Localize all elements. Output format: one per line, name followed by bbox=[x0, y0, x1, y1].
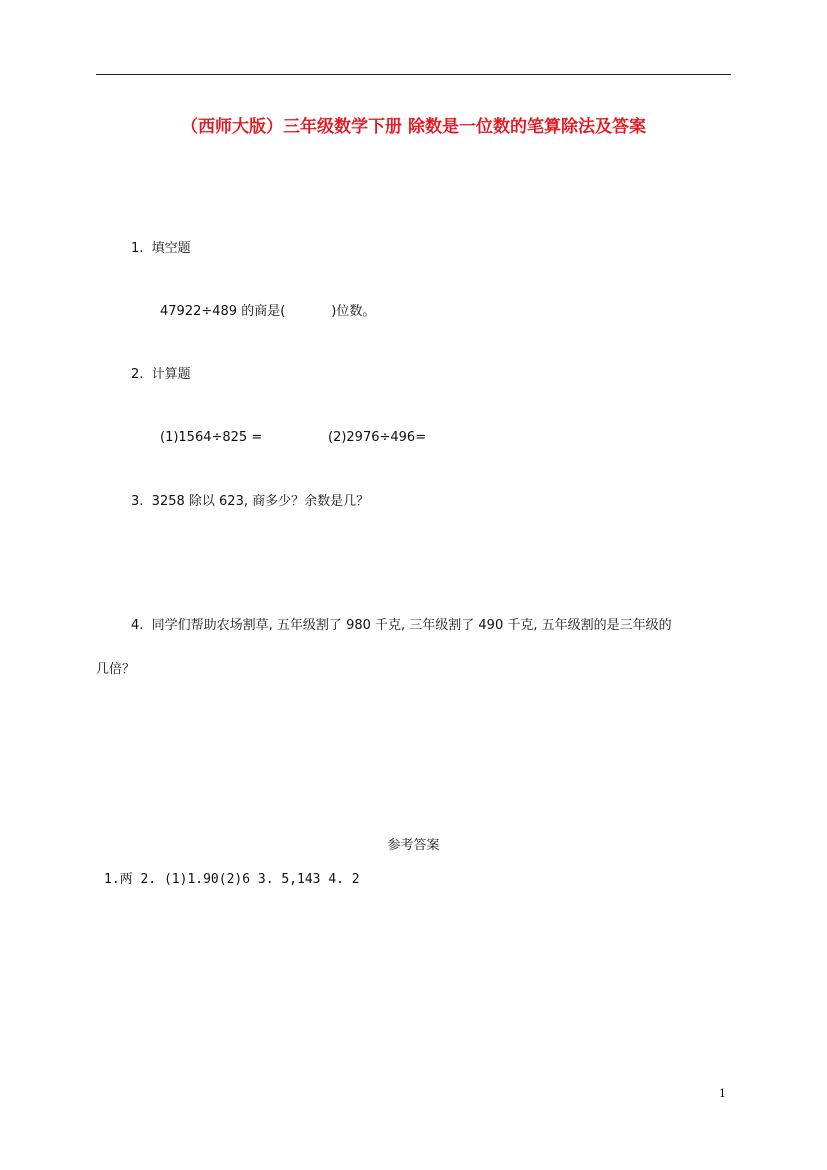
question-1-title: 填空题 bbox=[151, 241, 191, 256]
question-1-number: 1. bbox=[131, 241, 144, 256]
question-2-heading bbox=[131, 366, 191, 384]
answers-text: 1.两 2. (1)1.90(2)6 3. 5,143 4. 2 bbox=[104, 872, 360, 887]
question-1-body bbox=[160, 303, 375, 321]
question-2-title: 计算题 bbox=[151, 367, 191, 382]
question-1-text-after: )位数。 bbox=[331, 304, 376, 319]
question-3-text: 3258 除以 623, 商多少？余数是几？ bbox=[151, 494, 370, 509]
page-number: 1 bbox=[719, 1087, 726, 1100]
answers-title: 参考答案 bbox=[387, 838, 440, 853]
question-4-continuation: 几倍？ bbox=[96, 662, 136, 677]
question-3-number: 3. bbox=[131, 494, 144, 509]
question-4-number: 4. bbox=[131, 618, 144, 633]
header-rule bbox=[96, 74, 731, 75]
question-3 bbox=[131, 493, 369, 511]
page-title: （西师大版）三年级数学下册 除数是一位数的笔算除法及答案 bbox=[181, 117, 646, 137]
question-1-text-before: 47922÷489 的商是( bbox=[160, 304, 286, 319]
question-2-part-2: (2)2976÷496= bbox=[328, 430, 427, 445]
question-1-heading bbox=[131, 240, 191, 258]
question-2-number: 2. bbox=[131, 367, 144, 382]
question-2-part-1: (1)1564÷825 = bbox=[160, 430, 263, 445]
question-4-text: 同学们帮助农场割草, 五年级割了 980 千克, 三年级割了 490 千克, 五年级割的是三年级的 bbox=[151, 618, 672, 633]
question-4 bbox=[131, 617, 672, 635]
